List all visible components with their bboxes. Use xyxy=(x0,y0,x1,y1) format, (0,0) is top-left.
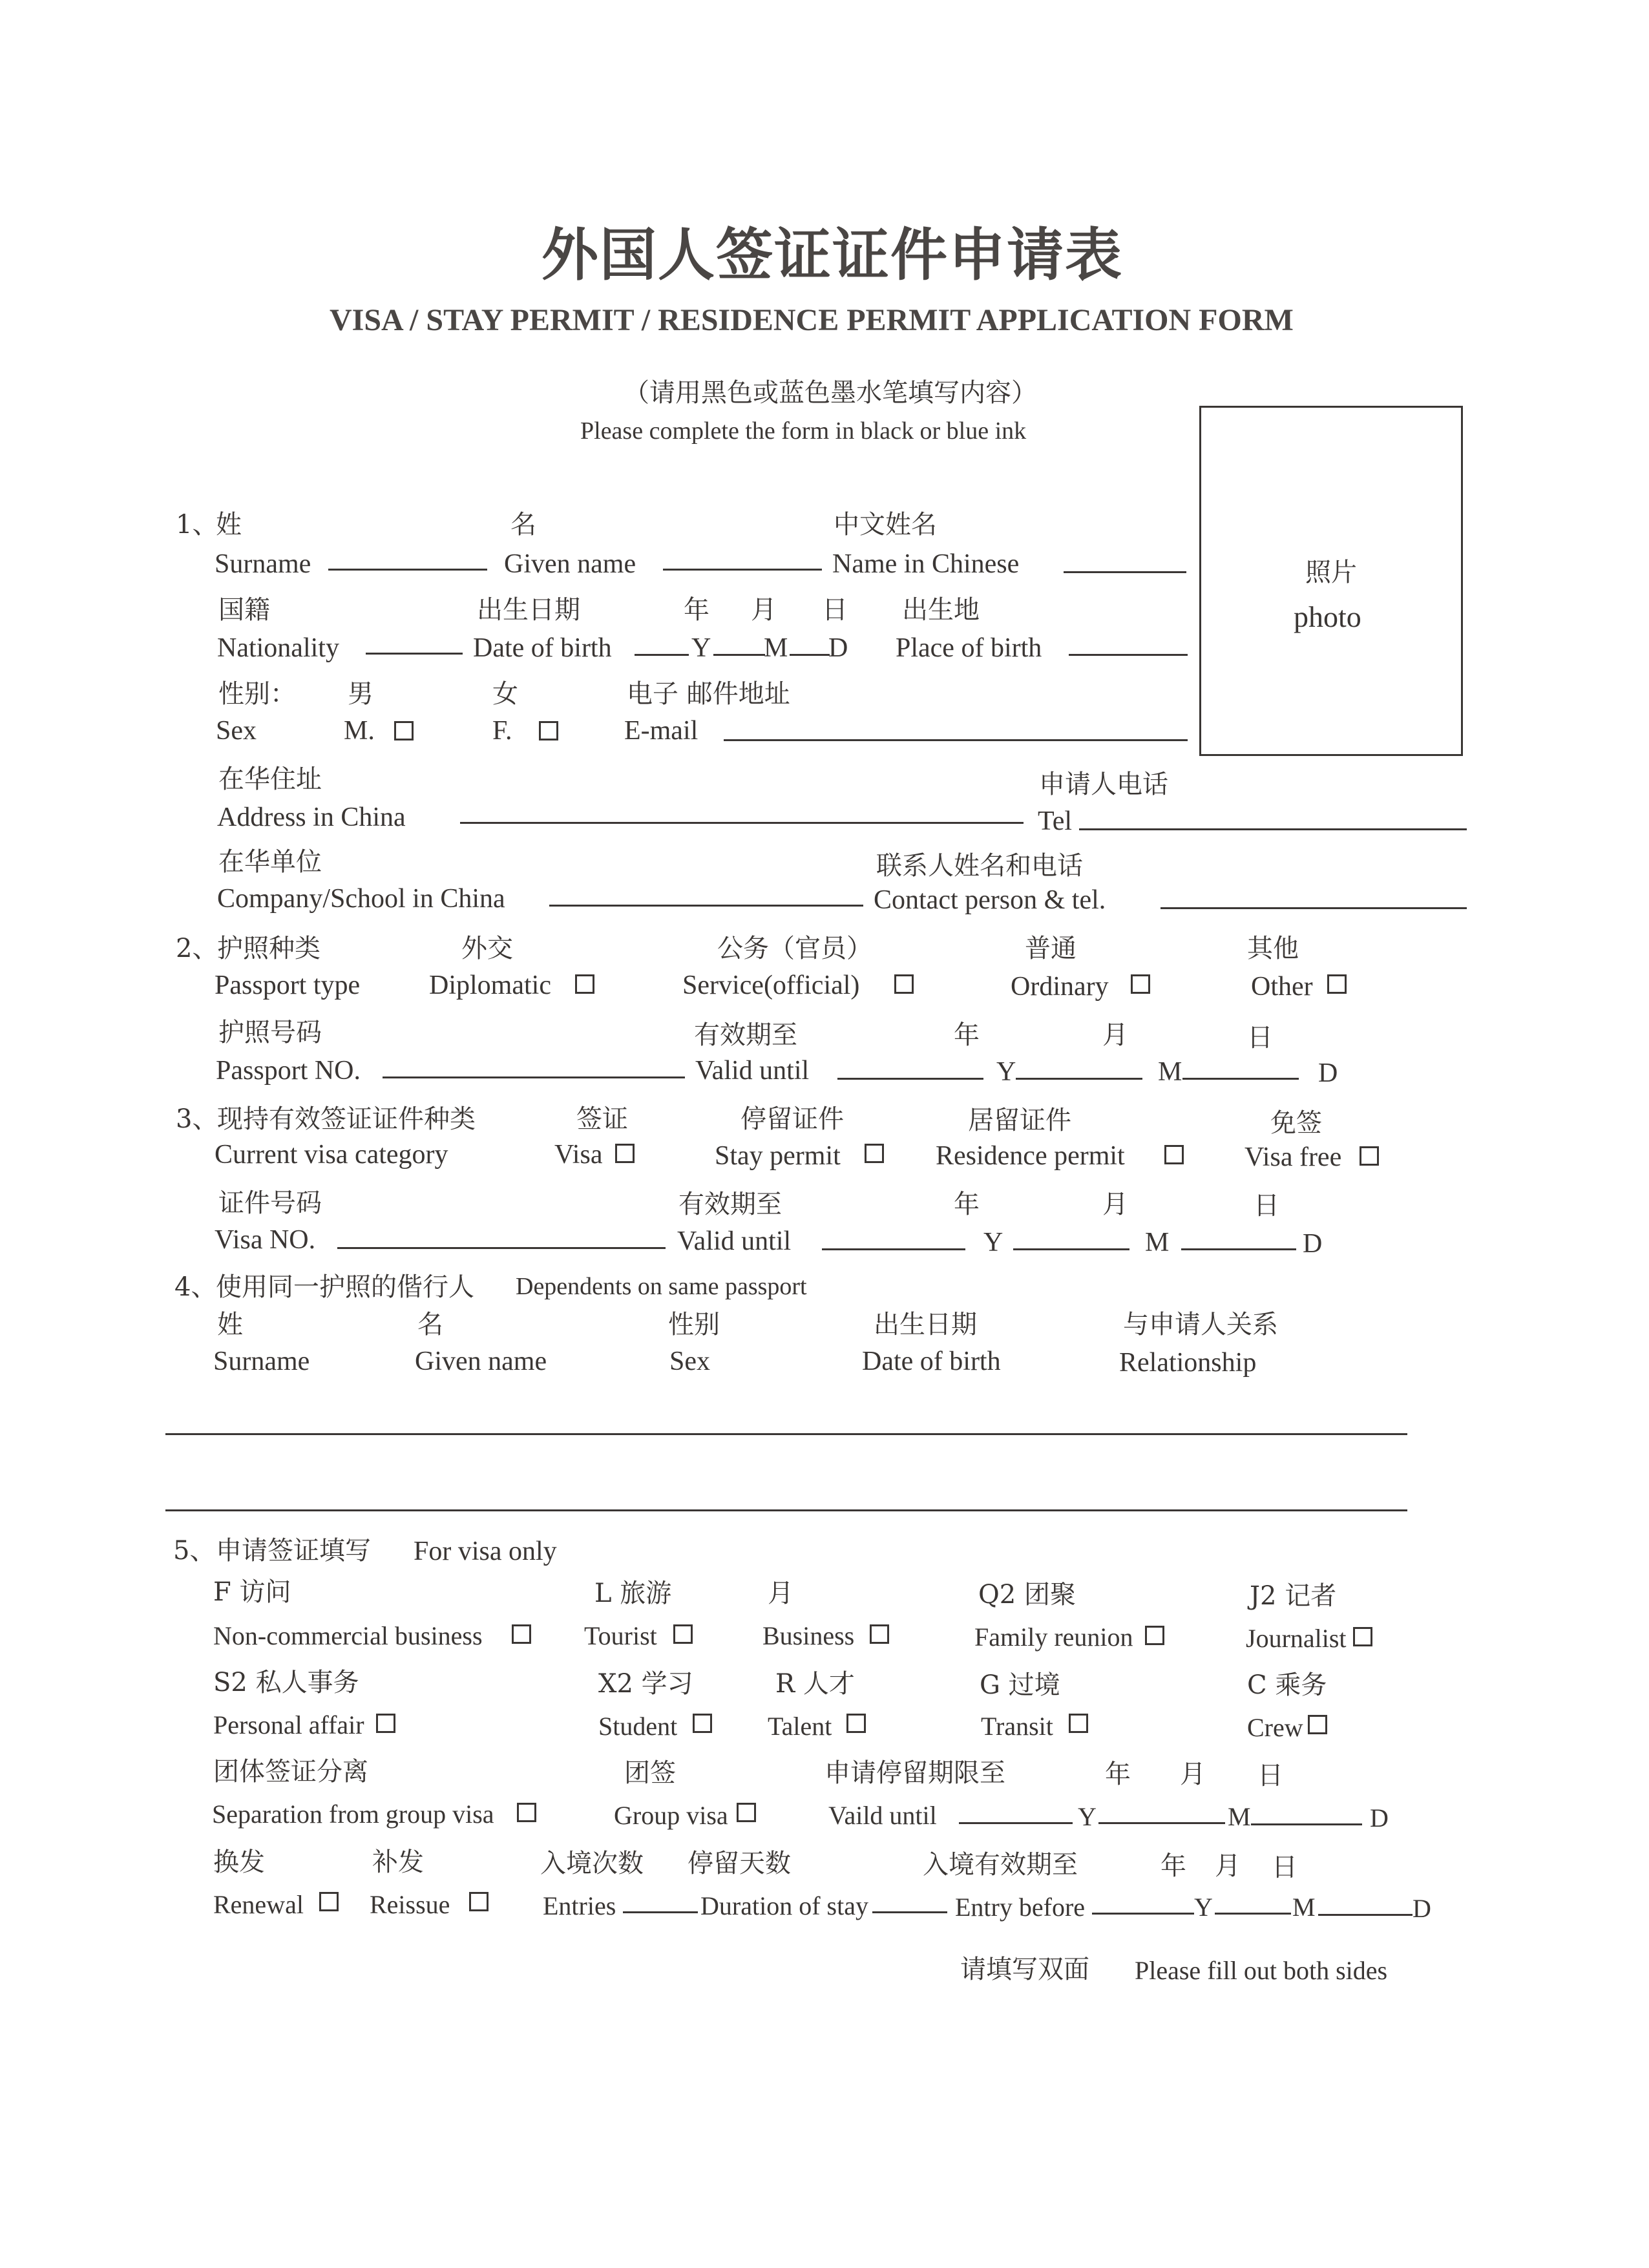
duration-label-en: Duration of stay xyxy=(700,1891,868,1920)
visa-year-zh: 年 xyxy=(954,1190,980,1219)
dependent-row-2[interactable] xyxy=(165,1509,1407,1511)
pob-label-en: Place of birth xyxy=(896,633,1042,663)
dep-surname-zh: 姓 xyxy=(217,1310,243,1339)
visa-month-zh: 月 xyxy=(1102,1190,1128,1219)
section-4-number: 4、 xyxy=(174,1272,217,1302)
contact-field[interactable] xyxy=(1161,907,1467,909)
visa-g-checkbox[interactable] xyxy=(1069,1714,1088,1733)
passport-no-label-en: Passport NO. xyxy=(216,1056,361,1086)
chinese-name-label-zh: 中文姓名 xyxy=(834,510,937,540)
duration-field[interactable] xyxy=(872,1911,947,1913)
ink-note-zh: （请用黑色或蓝色墨水笔填写内容） xyxy=(624,378,1037,408)
address-field[interactable] xyxy=(460,822,1024,824)
entry-month-zh: 月 xyxy=(1215,1851,1241,1881)
visa-c-checkbox[interactable] xyxy=(1308,1715,1327,1734)
dep-surname-en: Surname xyxy=(213,1347,310,1376)
passport-day-zh: 日 xyxy=(1247,1023,1273,1053)
entry-before-label-en: Entry before xyxy=(955,1893,1086,1922)
duration-label-zh: 停留天数 xyxy=(688,1849,791,1878)
company-label-en: Company/School in China xyxy=(217,884,505,914)
group-separation-checkbox[interactable] xyxy=(517,1803,536,1822)
residence-permit-checkbox[interactable] xyxy=(1164,1145,1184,1164)
stay-month-en: M xyxy=(1228,1802,1251,1831)
passport-year-zh: 年 xyxy=(954,1020,980,1050)
dob-year-en: Y xyxy=(691,633,711,663)
group-visa-checkbox[interactable] xyxy=(737,1803,756,1822)
passport-month-zh: 月 xyxy=(1102,1020,1128,1050)
stay-permit-checkbox[interactable] xyxy=(865,1144,884,1163)
dob-month-en: M xyxy=(764,633,788,663)
visa-free-label-zh: 免签 xyxy=(1270,1108,1322,1138)
nationality-field[interactable] xyxy=(366,653,463,655)
surname-label-en: Surname xyxy=(215,549,311,579)
entries-field[interactable] xyxy=(623,1911,698,1913)
visa-m-en: Business xyxy=(762,1621,855,1650)
passport-valid-day-field[interactable] xyxy=(1182,1078,1299,1080)
dob-day-zh: 日 xyxy=(822,595,848,625)
entry-day-zh: 日 xyxy=(1272,1853,1297,1882)
stay-until-month-field[interactable] xyxy=(1098,1822,1225,1824)
entry-before-label-zh: 入境有效期至 xyxy=(923,1850,1078,1880)
dob-day-field[interactable] xyxy=(790,654,830,656)
chinese-name-label-en: Name in Chinese xyxy=(832,549,1020,579)
stay-day-zh: 日 xyxy=(1257,1761,1283,1790)
visa-year-en: Y xyxy=(983,1228,1003,1257)
passport-no-field[interactable] xyxy=(383,1076,685,1078)
stay-until-zh: 申请停留期限至 xyxy=(824,1758,1005,1788)
stay-permit-label-en: Stay permit xyxy=(715,1141,841,1171)
sex-label-en: Sex xyxy=(216,716,257,746)
sex-label-zh: 性别： xyxy=(218,679,296,709)
given-name-label-en: Given name xyxy=(504,549,636,579)
ink-note-en: Please complete the form in black or blue ink xyxy=(580,417,1027,445)
stay-month-zh: 月 xyxy=(1180,1759,1206,1789)
male-label-en: M. xyxy=(344,716,375,746)
dob-year-zh: 年 xyxy=(684,595,709,625)
group-separation-en: Separation from group visa xyxy=(212,1800,494,1829)
visa-q2-en: Family reunion xyxy=(974,1622,1133,1652)
dep-sex-en: Sex xyxy=(669,1347,710,1376)
dep-dob-en: Date of birth xyxy=(862,1347,1001,1376)
dep-sex-zh: 性别 xyxy=(668,1310,720,1339)
visa-month-en: M xyxy=(1145,1228,1170,1257)
nationality-label-zh: 国籍 xyxy=(218,595,270,625)
stay-year-zh: 年 xyxy=(1105,1759,1131,1789)
entry-year-zh: 年 xyxy=(1161,1851,1186,1881)
email-label-zh: 电子 邮件地址 xyxy=(627,679,790,709)
group-visa-zh: 团签 xyxy=(624,1758,676,1788)
passport-valid-year-field[interactable] xyxy=(837,1078,983,1080)
reissue-label-en: Reissue xyxy=(370,1890,450,1919)
photo-label-zh: 照片 xyxy=(1305,558,1357,587)
visa-j2-zh: J2 记者 xyxy=(1250,1581,1337,1611)
surname-field[interactable] xyxy=(328,569,487,571)
company-field[interactable] xyxy=(549,905,863,907)
section-3-number: 3、 xyxy=(176,1104,218,1134)
visa-q2-checkbox[interactable] xyxy=(1145,1626,1164,1645)
form-title-zh: 外国人签证证件申请表 xyxy=(541,221,1124,288)
ordinary-label-zh: 普通 xyxy=(1025,934,1077,963)
visa-day-en: D xyxy=(1303,1229,1323,1259)
section-5-number: 5、 xyxy=(173,1536,216,1566)
reissue-checkbox[interactable] xyxy=(469,1892,488,1911)
given-name-label-zh: 名 xyxy=(510,510,536,540)
entry-year-en: Y xyxy=(1194,1893,1213,1922)
visa-valid-label-zh: 有效期至 xyxy=(678,1190,782,1219)
entries-label-zh: 入境次数 xyxy=(540,1849,644,1878)
section-1-number: 1、 xyxy=(176,510,218,540)
visa-m-checkbox[interactable] xyxy=(870,1624,889,1644)
female-checkbox[interactable] xyxy=(539,721,558,740)
entry-before-day-field[interactable] xyxy=(1318,1914,1413,1916)
other-label-en: Other xyxy=(1251,972,1313,1002)
surname-label-zh: 姓 xyxy=(216,510,242,540)
visa-type-checkbox[interactable] xyxy=(615,1144,635,1163)
other-checkbox[interactable] xyxy=(1327,974,1347,994)
dependent-row-1[interactable] xyxy=(165,1433,1407,1435)
dob-month-zh: 月 xyxy=(751,595,777,625)
entry-before-year-field[interactable] xyxy=(1092,1913,1194,1915)
male-label-zh: 男 xyxy=(348,679,373,709)
passport-valid-month-field[interactable] xyxy=(1016,1078,1142,1080)
visa-q2-zh: Q2 团聚 xyxy=(978,1580,1076,1610)
dob-month-field[interactable] xyxy=(713,654,765,656)
entry-day-en: D xyxy=(1413,1894,1431,1923)
entry-before-month-field[interactable] xyxy=(1215,1913,1291,1915)
visa-f-en: Non-commercial business xyxy=(213,1621,483,1650)
stay-permit-label-zh: 停留证件 xyxy=(740,1104,844,1134)
company-label-zh: 在华单位 xyxy=(218,847,322,877)
visa-r-checkbox[interactable] xyxy=(846,1714,866,1733)
passport-no-label-zh: 护照号码 xyxy=(218,1018,322,1047)
current-visa-label-en: Current visa category xyxy=(215,1140,448,1170)
visa-free-checkbox[interactable] xyxy=(1360,1146,1379,1166)
passport-valid-label-en: Valid until xyxy=(695,1056,810,1086)
visa-m-zh: 月 xyxy=(768,1579,793,1608)
female-label-zh: 女 xyxy=(492,679,518,709)
visa-valid-day-field[interactable] xyxy=(1181,1248,1296,1250)
dep-given-en: Given name xyxy=(415,1347,547,1376)
residence-permit-label-en: Residence permit xyxy=(936,1141,1125,1171)
nationality-label-en: Nationality xyxy=(217,633,339,663)
group-separation-zh: 团体签证分离 xyxy=(213,1757,368,1787)
visa-valid-year-field[interactable] xyxy=(822,1248,965,1250)
visa-l-zh: L 旅游 xyxy=(594,1579,672,1608)
diplomatic-checkbox[interactable] xyxy=(575,974,594,994)
diplomatic-label-zh: 外交 xyxy=(461,934,513,963)
contact-label-zh: 联系人姓名和电话 xyxy=(876,851,1083,881)
service-checkbox[interactable] xyxy=(894,974,914,994)
visa-f-checkbox[interactable] xyxy=(512,1624,531,1644)
visa-valid-label-en: Valid until xyxy=(677,1226,792,1256)
visa-type-label-en: Visa xyxy=(554,1140,603,1170)
dependents-label-zh: 使用同一护照的偕行人 xyxy=(216,1272,474,1302)
section-2-number: 2、 xyxy=(176,934,218,963)
visa-j2-checkbox[interactable] xyxy=(1353,1627,1372,1646)
visa-s2-en: Personal affair xyxy=(213,1710,364,1739)
dep-relationship-en: Relationship xyxy=(1119,1348,1257,1378)
dob-label-zh: 出生日期 xyxy=(477,595,580,625)
passport-month-en: M xyxy=(1158,1057,1182,1087)
visa-s2-checkbox[interactable] xyxy=(376,1714,395,1733)
passport-type-label-en: Passport type xyxy=(215,971,361,1000)
male-checkbox[interactable] xyxy=(394,721,414,740)
passport-year-en: Y xyxy=(996,1057,1016,1087)
entry-month-en: M xyxy=(1292,1893,1316,1922)
renewal-label-en: Renewal xyxy=(213,1890,304,1919)
visa-x2-zh: X2 学习 xyxy=(598,1669,693,1699)
visa-f-zh: F 访问 xyxy=(213,1577,291,1607)
email-field[interactable] xyxy=(724,739,1188,741)
passport-valid-label-zh: 有效期至 xyxy=(694,1020,797,1050)
renewal-label-zh: 换发 xyxy=(213,1847,265,1877)
stay-until-year-field[interactable] xyxy=(959,1822,1073,1824)
visa-g-en: Transit xyxy=(981,1712,1053,1741)
pob-label-zh: 出生地 xyxy=(902,595,980,625)
email-label-en: E-mail xyxy=(624,716,698,746)
visa-x2-checkbox[interactable] xyxy=(693,1714,712,1733)
visa-r-zh: R 人才 xyxy=(775,1669,855,1699)
stay-day-en: D xyxy=(1370,1803,1389,1832)
address-label-en: Address in China xyxy=(217,803,406,832)
dependents-label-en: Dependents on same passport xyxy=(516,1273,807,1300)
service-label-zh: 公务（官员） xyxy=(717,934,872,963)
visa-g-zh: G 过境 xyxy=(980,1670,1060,1700)
dep-given-zh: 名 xyxy=(417,1310,443,1339)
contact-label-en: Contact person & tel. xyxy=(874,885,1106,915)
other-label-zh: 其他 xyxy=(1247,934,1299,963)
reissue-label-zh: 补发 xyxy=(372,1847,424,1877)
visa-no-label-zh: 证件号码 xyxy=(218,1188,322,1218)
visa-only-label-en: For visa only xyxy=(414,1537,557,1566)
visa-only-label-zh: 申请签证填写 xyxy=(216,1536,371,1566)
female-label-en: F. xyxy=(492,716,512,746)
residence-permit-label-zh: 居留证件 xyxy=(968,1106,1071,1135)
passport-day-en: D xyxy=(1318,1058,1338,1088)
pob-field[interactable] xyxy=(1069,654,1188,656)
tel-label-zh: 申请人电话 xyxy=(1039,770,1168,799)
photo-label-en: photo xyxy=(1294,600,1361,633)
visa-c-zh: C 乘务 xyxy=(1247,1670,1327,1700)
ordinary-label-en: Ordinary xyxy=(1011,972,1109,1002)
dob-label-en: Date of birth xyxy=(473,633,612,663)
visa-l-checkbox[interactable] xyxy=(673,1624,693,1644)
given-name-field[interactable] xyxy=(663,569,822,571)
dob-day-en: D xyxy=(828,633,848,663)
service-label-en: Service(official) xyxy=(682,971,860,1000)
stay-until-day-field[interactable] xyxy=(1251,1823,1362,1825)
entries-label-en: Entries xyxy=(543,1891,616,1920)
footer-note-en: Please fill out both sides xyxy=(1135,1956,1388,1985)
ordinary-checkbox[interactable] xyxy=(1131,974,1150,994)
visa-no-field[interactable] xyxy=(337,1247,666,1249)
dep-relationship-zh: 与申请人关系 xyxy=(1123,1310,1278,1339)
dep-dob-zh: 出生日期 xyxy=(874,1310,977,1339)
current-visa-label-zh: 现持有效签证证件种类 xyxy=(217,1104,476,1134)
passport-type-label-zh: 护照种类 xyxy=(217,934,320,963)
dob-year-field[interactable] xyxy=(635,654,689,656)
visa-j2-en: Journalist xyxy=(1246,1624,1347,1653)
group-visa-en: Group visa xyxy=(614,1801,728,1830)
visa-x2-en: Student xyxy=(598,1712,678,1741)
visa-no-label-en: Visa NO. xyxy=(215,1225,316,1255)
visa-free-label-en: Visa free xyxy=(1245,1142,1342,1172)
tel-label-en: Tel xyxy=(1038,806,1073,836)
address-label-zh: 在华住址 xyxy=(218,764,322,794)
footer-note-zh: 请填写双面 xyxy=(960,1955,1089,1984)
form-title-en: VISA / STAY PERMIT / RESIDENCE PERMIT APPLICATION FORM xyxy=(330,303,1294,337)
visa-type-label-zh: 签证 xyxy=(576,1104,628,1134)
visa-s2-zh: S2 私人事务 xyxy=(213,1668,359,1697)
visa-l-en: Tourist xyxy=(584,1621,657,1650)
visa-day-zh: 日 xyxy=(1254,1191,1279,1221)
tel-field[interactable] xyxy=(1079,828,1467,830)
diplomatic-label-en: Diplomatic xyxy=(429,971,551,1000)
visa-c-en: Crew xyxy=(1247,1713,1303,1742)
chinese-name-field[interactable] xyxy=(1064,571,1186,573)
stay-until-en: Vaild until xyxy=(828,1801,937,1830)
stay-year-en: Y xyxy=(1078,1802,1097,1831)
visa-valid-month-field[interactable] xyxy=(1013,1248,1129,1250)
visa-r-en: Talent xyxy=(768,1712,832,1741)
renewal-checkbox[interactable] xyxy=(319,1892,339,1911)
